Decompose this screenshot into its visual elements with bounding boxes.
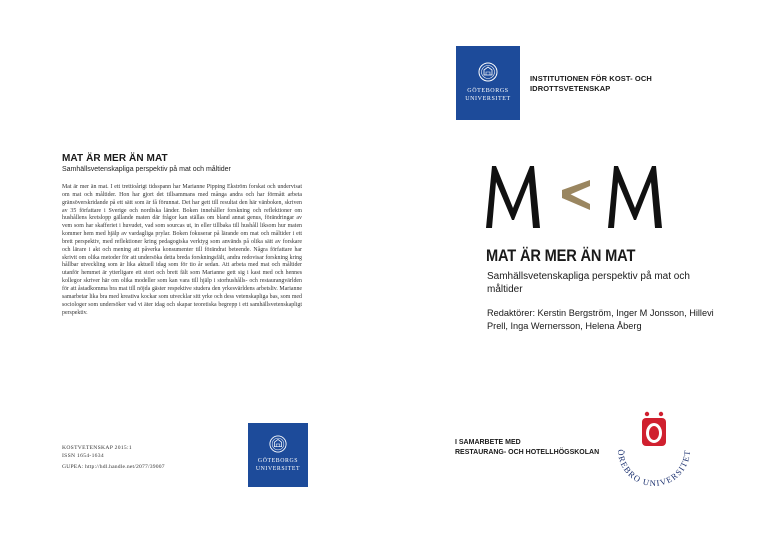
orebro-university-logo — [608, 408, 700, 488]
gu-logo-front — [456, 46, 520, 120]
back-cover-title: MAT ÄR MER ÄN MAT — [62, 153, 168, 164]
department-name — [530, 74, 652, 93]
collab-line-2: RESTAURANG- OCH HOTELLHÖGSKOLAN — [455, 449, 600, 456]
gu-logo-name-1: GÖTEBORGS — [257, 458, 299, 464]
issn-label: ISSN 1654-1634 — [62, 453, 104, 459]
gu-logo-name-1: GÖTEBORGS — [467, 88, 509, 94]
editors-list: Redaktörer: Kerstin Bergström, Inger M Jonsson, Hillevi Prell, Inga Wernersson, Helena Åberg — [487, 308, 714, 331]
gu-logo-name-2: UNIVERSITET — [255, 466, 301, 472]
department-line-1: INSTITUTIONEN FÖR KOST- OCH — [530, 74, 652, 83]
department-line-2: IDROTTSVETENSKAP — [530, 83, 611, 93]
oru-name-text: ÖREBRO UNIVERSITET — [615, 448, 693, 488]
book-subtitle: Samhällsvetenskapliga perspektiv på mat och måltider — [487, 271, 690, 295]
gu-logo-back — [248, 423, 308, 487]
series-info — [62, 444, 132, 460]
gu-seal-icon — [478, 62, 498, 82]
back-cover-blurb: Mat är mer än mat. I ett trettioårigt tidsspann har Marianne Pipping Ekström forskat och undervisat om mat och måltider. Hon har gjort det tillsammans med många andra och har förmått arbeta gränsöverskridande på ett sätt som är få förunnat. Det har gett till resultat den här vänboken, skriven av 35 författare i Sverige och nordiska länder. Boken innehåller forskning och reflektioner om hushållens kretslopp gällande maten där frågor kan ställas om bland annat genus, förändringar av vem som har skafferiet i huvudet, vad som sourcas ut, in eller tillbaka till hushåll liksom hur maten kommer hem med hjälp av vardagliga prylar. Boken fokuserar på lärande om mat och måltider i ett brett perspektiv, med reflektioner kring pedagogiska verktyg som används på olika sätt av forskare och lärare i akt och mening att påverka konsumenter till förändrat beteende. Några författare har skrivit om olika metoder för att undersöka detta breda forskningsfält, andra redovisar forskning kring hållbar utveckling som är lika aktuell idag som för tio år sedan. Att arbeta med mat och måltider utanför hemmet är ytterligare ett stort och brett fält som Marianne gett sig i kast med och hennes kollegor skriver här om olika modeller som kan vara till hjälp i storhushålls- och restaurangvärlden för att åstadkomma bra mat till nöjda gäster respektive studera den yrkesvärldens arbetsliv. Marianne samarbetar lika bra med kreativa kockar som utvecklar sitt yrke och dess vetenskapliga bas, som med sociologer som undersöker vad vi äter idag och skapar teoretiska begrepp i ett samhällsvetenskapligt perspektiv. — [62, 184, 302, 316]
gupea-link[interactable]: GUPEA: http://hdl.handle.net/2077/39007 — [62, 464, 165, 470]
svg-text:ÖREBRO UNIVERSITET — [616, 449, 692, 488]
gu-logo-name-2: UNIVERSITET — [465, 96, 511, 102]
gu-seal-icon — [269, 435, 287, 453]
m-letter-left — [486, 166, 540, 228]
collab-line-1: I SAMARBETE MED — [455, 439, 521, 446]
collaboration-note — [455, 438, 599, 458]
m-letter-right — [608, 166, 662, 228]
book-title: MAT ÄR MER ÄN MAT — [486, 246, 636, 265]
back-cover-subtitle: Samhällsvetenskapliga perspektiv på mat och måltider — [62, 166, 231, 173]
series-label: KOSTVETENSKAP 2015:1 — [62, 445, 132, 451]
m-greater-m-logo — [482, 160, 668, 230]
